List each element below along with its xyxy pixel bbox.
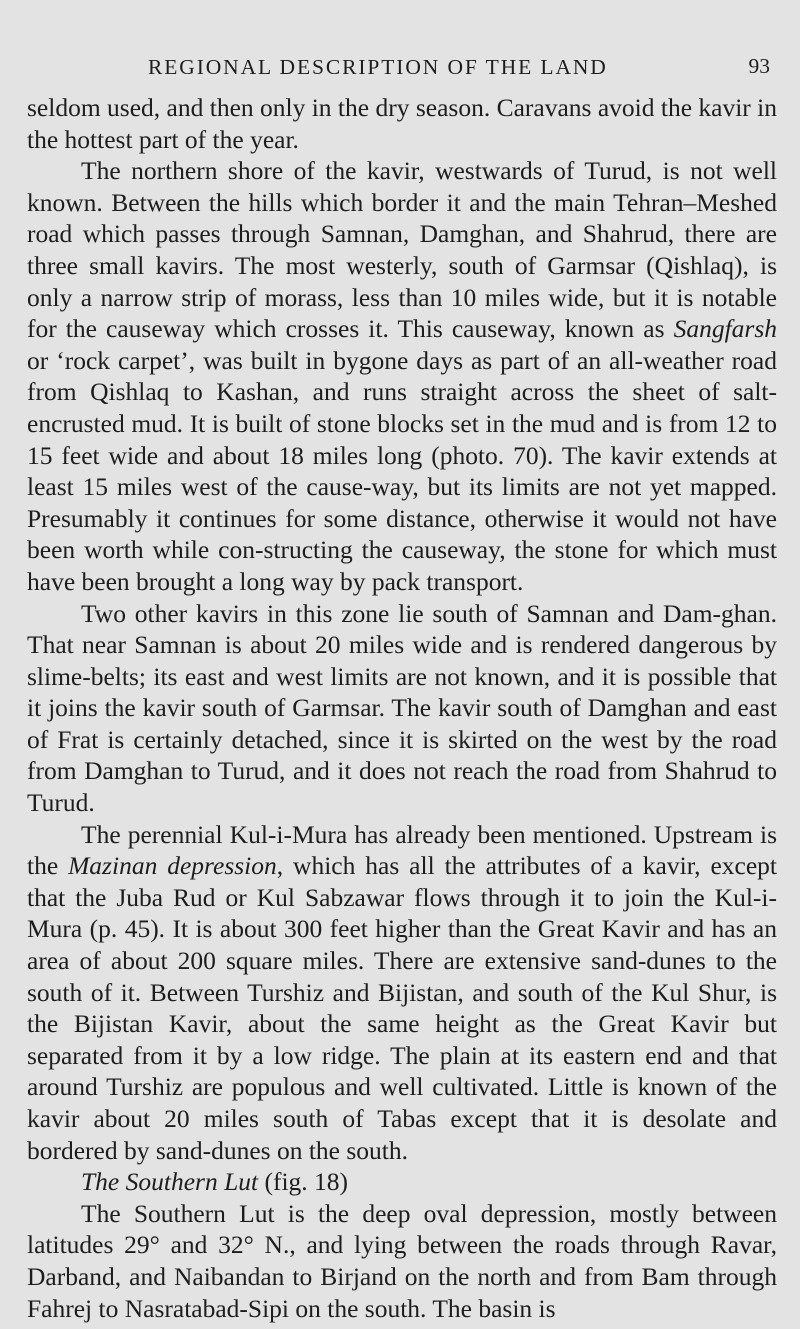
page-number: 93 (748, 54, 770, 78)
paragraph-text: The northern shore of the kavir, westwards of Turud, is not well known. Between the hills which border it and the main Tehran–Meshed road which passes through Samnan, Damghan, and Shahrud, there are three small kavirs. The most westerly, south of Garmsar (Qishlaq), is only a narrow strip of morass, less than 10 miles wide, but it is notable for the causeway which crosses it. This causeway, known as (27, 156, 777, 344)
paragraph-text: seldom used, and then only in the dry season. Caravans avoid the kavir in the hottest part of the year. (27, 93, 777, 154)
paragraph-text: The Southern Lut is the deep oval depression, mostly between latitudes 29° and 32° N., and lying between the roads through Ravar, Darband, and Naibandan to Birjand on the north and from Bam through Fahrej to Nasratabad-Sipi on the south. The basin is (27, 1198, 777, 1323)
paragraph-other-kavirs (27, 598, 777, 819)
section-title: The Southern Lut (81, 1167, 259, 1197)
body-text (27, 92, 777, 1324)
running-title: REGIONAL DESCRIPTION OF THE LAND (148, 55, 608, 79)
section-heading (27, 1166, 777, 1198)
paragraph-southern-lut (27, 1198, 777, 1324)
figure-reference: (fig. 18) (258, 1167, 349, 1197)
paragraph-text: Two other kavirs in this zone lie south of Samnan and Dam-ghan. That near Samnan is about 20 miles wide and is rendered dangerous by slime-belts; its east and west limits are not known, and it is possible that it joins the kavir south of Garmsar. The kavir south of Damghan and east of Frat is certainly detached, since it is skirted on the west by the road from Damghan to Turud, and it does not reach the road from Shahrud to Turud. (27, 598, 777, 818)
paragraph-northern-shore (27, 155, 777, 597)
paragraph-text: or ‘rock carpet’, was built in bygone days as part of an all-weather road from Qishlaq to Kashan, and runs straight across the sheet of salt-encrusted mud. It is built of stone blocks set in the mud and is from 12 to 15 feet wide and about 18 miles long (photo. 70). The kavir extends at least 15 miles west of the cause-way, but its limits are not yet mapped. Presumably it continues for some distance, otherwise it would not have been worth while con-structing the causeway, the stone for which must have been brought a long way by pack transport. (27, 345, 777, 596)
paragraph-kul-i-mura (27, 819, 777, 1167)
running-head (148, 55, 770, 89)
paragraph-continuation (27, 92, 777, 155)
paragraph-text: , which has all the attributes of a kavir, except that the Juba Rud or Kul Sabzawar flows through it to join the Kul-i-Mura (p. 45). It is about 300 feet higher than the Great Kavir and has an area of about 200 square miles. There are extensive sand-dunes to the south of it. Between Turshiz and Bijistan, and south of the Kul Shur, is the Bijistan Kavir, about the same height as the Great Kavir but separated from it by a low ridge. The plain at its eastern end and that around Turshiz are populous and well cultivated. Little is known of the kavir about 20 miles south of Tabas except that it is desolate and bordered by sand-dunes on the south. (27, 851, 777, 1165)
paragraph-text: The perennial Kul-i-Mura has already been mentioned. Upstream is the (27, 819, 777, 881)
italic-term: Mazinan depression (68, 851, 277, 881)
italic-term: Sangfarsh (673, 314, 777, 344)
